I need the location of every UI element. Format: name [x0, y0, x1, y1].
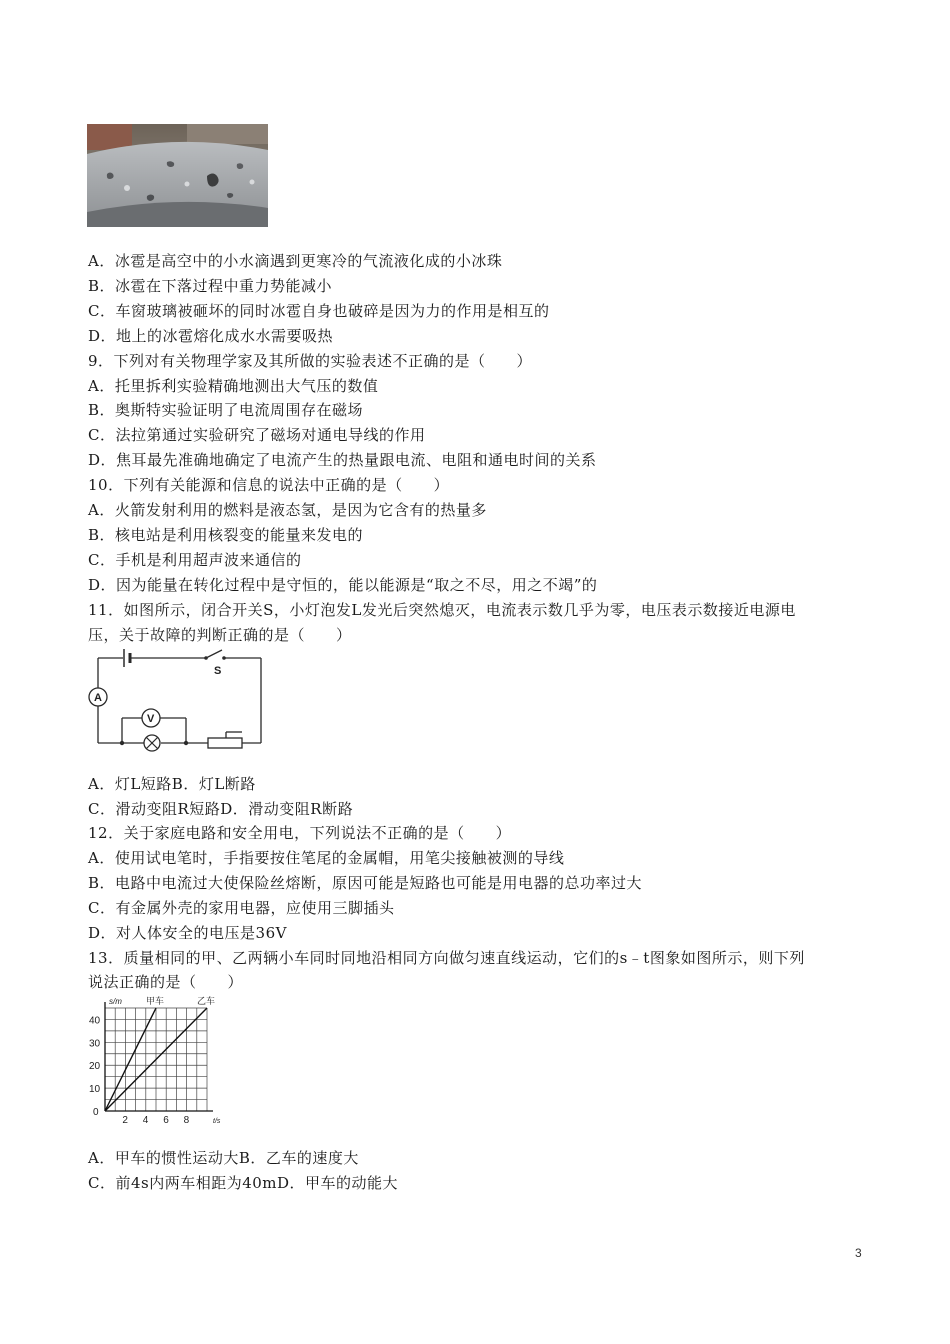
y-tick-label: 20 — [89, 1061, 101, 1073]
q8-option-c: C．车窗玻璃被砸坏的同时冰雹自身也破碎是因为力的作用是相互的 — [88, 302, 550, 320]
q11-options-line1: A．灯L短路B．灯L断路 — [88, 775, 256, 793]
q13-stem-line2: 说法正确的是（ ） — [88, 973, 244, 991]
series-line-1 — [105, 1008, 156, 1111]
q12-option-c: C．有金属外壳的家用电器，应使用三脚插头 — [88, 899, 395, 917]
q13-stem-line1: 13．质量相同的甲、乙两辆小车同时同地沿相同方向做匀速直线运动，它们的s﹣t图象如图所示，则下列 — [88, 949, 805, 967]
q8-option-a: A．冰雹是高空中的小水滴遇到更寒冷的气流液化成的小冰珠 — [88, 252, 503, 270]
q12-option-b: B．电路中电流过大使保险丝熔断，原因可能是短路也可能是用电器的总功率过大 — [88, 874, 643, 892]
voltmeter-icon — [142, 709, 160, 727]
circuit-diagram — [86, 646, 262, 754]
q11-options-line2: C．滑动变阻R短路D．滑动变阻R断路 — [88, 800, 354, 818]
x-tick-label: 6 — [163, 1115, 169, 1126]
page-number: 3 — [855, 1246, 862, 1260]
q10-option-b: B．核电站是利用核裂变的能量来发电的 — [88, 526, 364, 544]
x-tick-label: 2 — [122, 1115, 128, 1126]
x-tick-label: 0 — [93, 1107, 99, 1118]
q10-stem: 10．下列有关能源和信息的说法中正确的是（ ） — [88, 476, 450, 494]
q13-options-line2: C．前4s内两车相距为40mD．甲车的动能大 — [88, 1174, 399, 1192]
ammeter-icon — [89, 688, 107, 706]
y-axis-label: s/m — [109, 997, 122, 1006]
q13-options-line1: A．甲车的惯性运动大B．乙车的速度大 — [88, 1149, 359, 1167]
q12-option-a: A．使用试电笔时，手指要按住笔尾的金属帽，用笔尖接触被测的导线 — [88, 849, 565, 867]
q9-option-b: B．奥斯特实验证明了电流周围存在磁场 — [88, 401, 364, 419]
switch-label: S — [214, 665, 222, 677]
q10-option-a: A．火箭发射利用的燃料是液态氢，是因为它含有的热量多 — [88, 501, 487, 519]
q11-stem-line2: 压，关于故障的判断正确的是（ ） — [88, 626, 352, 644]
y-tick-label: 30 — [89, 1038, 101, 1050]
hail-car-photo — [87, 124, 268, 227]
x-tick-label: 4 — [142, 1115, 149, 1126]
voltmeter-label: V — [147, 713, 155, 725]
q8-option-d: D．地上的冰雹熔化成水水需要吸热 — [88, 327, 334, 345]
q9-option-a: A．托里拆利实验精确地测出大气压的数值 — [88, 377, 379, 395]
series-label-2: 乙车 — [197, 997, 216, 1007]
x-axis-label: t/s — [213, 1118, 221, 1125]
y-tick-label: 40 — [89, 1015, 101, 1027]
ammeter-label: A — [94, 692, 102, 704]
switch-contact-icon — [204, 656, 208, 660]
st-chart — [86, 996, 232, 1126]
battery-icon — [124, 649, 130, 667]
q8-option-b: B．冰雹在下落过程中重力势能减小 — [88, 277, 333, 295]
q11-stem-line1: 11．如图所示，闭合开关S，小灯泡发L发光后突然熄灭，电流表示数几乎为零，电压表示数接近电源电 — [88, 601, 796, 619]
q9-option-d: D．焦耳最先准确地确定了电流产生的热量跟电流、电阻和通电时间的关系 — [88, 451, 597, 469]
q12-option-d: D．对人体安全的电压是36V — [88, 924, 287, 942]
q12-stem: 12．关于家庭电路和安全用电，下列说法不正确的是（ ） — [88, 824, 512, 842]
x-tick-label: 8 — [183, 1115, 190, 1126]
y-tick-label: 10 — [89, 1084, 101, 1096]
q10-option-d: D．因为能量在转化过程中是守恒的，能以能源是“取之不尽，用之不竭”的 — [88, 576, 598, 594]
q9-option-c: C．法拉第通过实验研究了磁场对通电导线的作用 — [88, 426, 426, 444]
lamp-icon — [144, 735, 160, 751]
series-label-1: 甲车 — [146, 997, 165, 1007]
q10-option-c: C．手机是利用超声波来通信的 — [88, 551, 302, 569]
q9-stem: 9．下列对有关物理学家及其所做的实验表述不正确的是（ ） — [88, 352, 533, 370]
